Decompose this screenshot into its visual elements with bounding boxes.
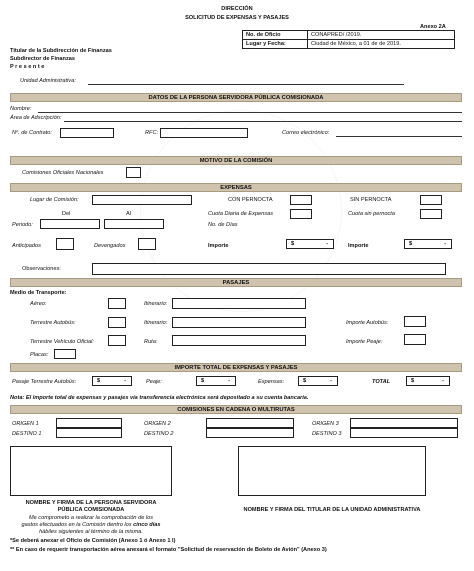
addressee-line1: Titular de la Subdirección de Finanzas <box>10 48 112 54</box>
comisiones-checkbox[interactable] <box>126 167 141 178</box>
signature-left-title2: PÚBLICA COMISIONADA <box>57 507 125 513</box>
anticipados-label: Anticipados <box>12 243 41 249</box>
rfc-field[interactable] <box>160 128 248 138</box>
total-field[interactable]: $ - <box>406 376 450 386</box>
terrestre-vehiculo-checkbox[interactable] <box>108 335 126 346</box>
signature-box-titular[interactable] <box>238 446 426 496</box>
aereo-label: Aéreo: <box>30 301 47 307</box>
devengados-checkbox[interactable] <box>138 238 156 250</box>
area-label: Área de Adscripción: <box>10 115 62 121</box>
destino3-field[interactable] <box>350 428 458 438</box>
lugar-fecha-label: Lugar y Fecha: <box>243 40 308 49</box>
origen3-field[interactable] <box>350 418 458 428</box>
sin-pernocta-label: SIN PERNOCTA <box>350 197 392 203</box>
observaciones-field[interactable] <box>92 263 446 275</box>
importe-autobus-field[interactable] <box>404 316 426 327</box>
itinerario-autobus-field[interactable] <box>172 317 306 328</box>
promise-line1: Me comprometo a realizar la comprobación de los <box>28 515 154 521</box>
oficio-table <box>242 30 455 49</box>
destino3-label: DESTINO 3 <box>312 431 342 437</box>
nombre-field[interactable] <box>38 112 462 113</box>
periodo-del-field[interactable] <box>40 219 100 229</box>
terrestre-autobus-label: Terrestre Autobús: <box>30 320 76 326</box>
ruta-label: Ruta: <box>144 339 158 345</box>
signature-right-title: NOMBRE Y FIRMA DEL TITULAR DE LA UNIDAD ADMINISTRATIVA <box>243 507 421 513</box>
footnote-2: ** En caso de requerir transportación aérea anexará el formato "Solicitud de reservación de Boleto de Avión" (Anexo 3) <box>10 547 327 553</box>
footnote-1: *Se deberá anexar el Oficio de Comisión (Anexo 1 ó Anexo 1 I) <box>10 538 176 544</box>
total-label: TOTAL <box>372 379 391 385</box>
lugar-fecha-value[interactable]: Ciudad de México, a 01 de de 2019. <box>308 40 455 49</box>
medio-transporte-label: Medio de Transporte: <box>10 290 67 296</box>
peaje-total-field[interactable]: $ - <box>196 376 236 386</box>
itinerario-autobus-label: Itinerario: <box>144 320 168 326</box>
peaje-total-label: Peaje: <box>146 379 162 385</box>
pasaje-autobus-total-label: Pasaje Terrestre Autobús: <box>12 379 77 385</box>
con-pernocta-label: CON PERNOCTA <box>228 197 273 203</box>
section-datos: DATOS DE LA PERSONA SERVIDORA PÚBLICA COMISIONADA <box>10 93 462 102</box>
correo-field[interactable] <box>336 136 462 137</box>
aereo-checkbox[interactable] <box>108 298 126 309</box>
area-field[interactable] <box>64 121 462 122</box>
importe-sin-field[interactable]: $ - <box>404 239 452 249</box>
cuota-sin-label: Cuota sin pernocta <box>348 211 395 217</box>
cuota-sin-field[interactable] <box>420 209 442 219</box>
destino1-field[interactable] <box>56 428 122 438</box>
origen2-label: ORIGEN 2 <box>144 421 171 427</box>
addressee-line3: P r e s e n t e <box>10 64 45 70</box>
ruta-field[interactable] <box>172 335 306 346</box>
importe-peaje-label: Importe Peaje: <box>346 339 383 345</box>
promise-line3: hábiles siguientes al término de la misma. <box>39 529 143 535</box>
cuota-diaria-label: Cuota Diaria de Expensas <box>208 211 273 217</box>
itinerario-aereo-label: Itinerario: <box>144 301 168 307</box>
promise-line2: gastos efectuados en la Comisión dentro los cinco días <box>21 522 161 528</box>
devengados-label: Devengados <box>94 243 126 249</box>
form-title: SOLICITUD DE EXPENSAS Y PASAJES <box>185 15 289 21</box>
destino2-field[interactable] <box>206 428 294 438</box>
unidad-label: Unidad Administrativa: <box>20 78 76 84</box>
destino1-label: DESTINO 1 <box>12 431 42 437</box>
placas-field[interactable] <box>54 349 76 359</box>
oficio-label: No. de Oficio <box>243 31 308 40</box>
importe-autobus-label: Importe Autobús: <box>346 320 389 326</box>
con-pernocta-checkbox[interactable] <box>290 195 312 205</box>
lugar-comision-field[interactable] <box>92 195 192 205</box>
nota-text: Nota: El importe total de expensas y pasajes vía transferencia electrónica será depositado a su cuenta bancaria. <box>10 395 309 401</box>
contrato-field[interactable] <box>60 128 114 138</box>
anexo-label: Anexo 2A <box>420 24 446 30</box>
section-comisiones-cadena: COMISIONES EN CADENA O MULTIRUTAS <box>10 405 462 414</box>
direccion-label: DIRECCIÓN <box>221 6 253 12</box>
del-label: Del <box>62 211 71 217</box>
signature-box-comisionado[interactable] <box>10 446 172 496</box>
origen2-field[interactable] <box>206 418 294 428</box>
cuota-diaria-field[interactable] <box>290 209 312 219</box>
itinerario-aereo-field[interactable] <box>172 298 306 309</box>
importe-peaje-field[interactable] <box>404 334 426 345</box>
signature-left-title1: NOMBRE Y FIRMA DE LA PERSONA SERVIDORA <box>25 500 157 506</box>
anticipados-checkbox[interactable] <box>56 238 74 250</box>
destino2-label: DESTINO 2 <box>144 431 174 437</box>
nombre-label: Nombre: <box>10 106 32 112</box>
lugar-comision-label: Lugar de Comisión: <box>30 197 79 203</box>
section-importe-total: IMPORTE TOTAL DE EXPENSAS Y PASAJES <box>10 363 462 372</box>
correo-label: Correo electrónico: <box>282 130 330 136</box>
origen1-field[interactable] <box>56 418 122 428</box>
section-pasajes: PASAJES <box>10 278 462 287</box>
unidad-field[interactable] <box>88 84 404 85</box>
addressee-line2: Subdirector de Finanzas <box>10 56 75 62</box>
section-motivo: MOTIVO DE LA COMISIÓN <box>10 156 462 165</box>
expensas-total-field[interactable]: $ - <box>298 376 338 386</box>
pasaje-autobus-total-field[interactable]: $ - <box>92 376 132 386</box>
oficio-value[interactable]: CONAPRED/ /2019. <box>308 31 455 40</box>
contrato-label: Nº. de Contrato: <box>12 130 52 136</box>
importe-sin-label: Importe <box>348 243 369 249</box>
sin-pernocta-checkbox[interactable] <box>420 195 442 205</box>
rfc-label: RFC: <box>145 130 159 136</box>
importe-con-field[interactable]: $ - <box>286 239 334 249</box>
placas-label: Placas: <box>30 352 49 358</box>
periodo-al-field[interactable] <box>104 219 164 229</box>
no-dias-label: No. de Días <box>208 222 238 228</box>
terrestre-autobus-checkbox[interactable] <box>108 317 126 328</box>
terrestre-vehiculo-label: Terrestre Vehículo Oficial: <box>30 339 94 345</box>
section-expensas: EXPENSAS <box>10 183 462 192</box>
periodo-label: Periodo: <box>12 222 33 228</box>
observaciones-label: Observaciones: <box>22 266 61 272</box>
origen3-label: ORIGEN 3 <box>312 421 339 427</box>
origen1-label: ORIGEN 1 <box>12 421 39 427</box>
al-label: Al <box>126 211 131 217</box>
importe-con-label: Importe <box>208 243 229 249</box>
expensas-total-label: Expensas: <box>258 379 285 385</box>
comisiones-label: Comisiones Oficiales Nacionales <box>22 170 104 176</box>
